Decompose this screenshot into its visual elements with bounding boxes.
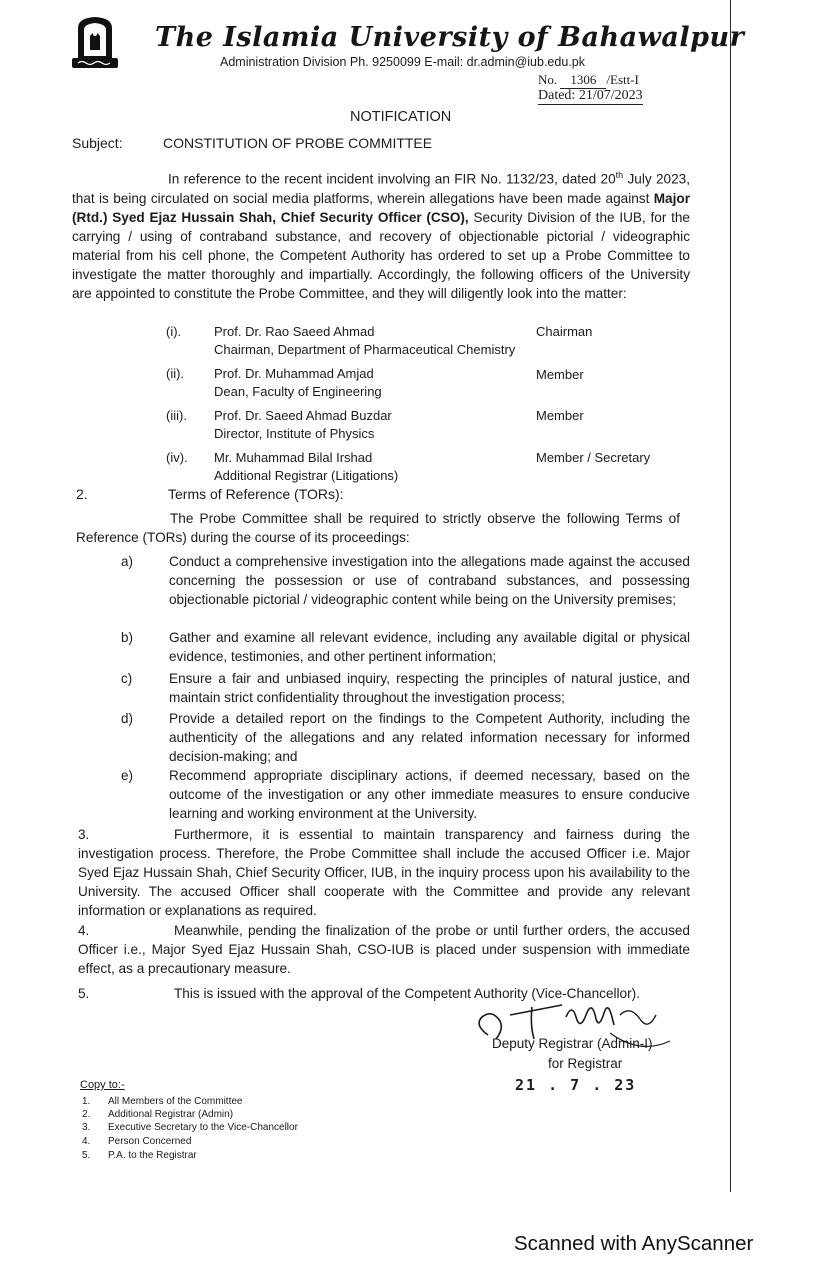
- committee-num: (i).: [166, 324, 182, 339]
- tor-label: b): [121, 630, 133, 645]
- signature-date: 21 . 7 . 23: [515, 1076, 637, 1094]
- university-crest-icon: [70, 14, 120, 70]
- para1-intro-cont: July 2023, that is being circulated on social media platforms, wherein allegations have been made against: [72, 171, 690, 206]
- committee-name: Prof. Dr. Rao Saeed Ahmad: [214, 324, 375, 339]
- tor-label: c): [121, 671, 133, 686]
- section-2-number: 2.: [76, 486, 88, 502]
- subject-text: CONSTITUTION OF PROBE COMMITTEE: [163, 135, 433, 151]
- copy-to-item: All Members of the Committee: [108, 1096, 243, 1107]
- para1-intro: In reference to the recent incident involving an FIR No. 1132/23, dated 20: [168, 171, 616, 187]
- copy-to-num: 2.: [82, 1109, 91, 1120]
- committee-name: Prof. Dr. Muhammad Amjad: [214, 366, 374, 381]
- tor-text: Conduct a comprehensive investigation into the allegations made against the accused concerning the possession or use of contraband substances, and possessing objectionable pictorial / videographic content while being on the University premises;: [169, 554, 690, 607]
- copy-to-num: 5.: [82, 1150, 91, 1161]
- reference-number: [538, 72, 639, 89]
- committee-num: (ii).: [166, 366, 185, 381]
- para1-accused-name: Major (Rtd.) Syed Ejaz Hussain Shah, Chief Security Officer (CSO),: [72, 190, 690, 225]
- committee-title: Director, Institute of Physics: [214, 426, 375, 441]
- copy-to-header: Copy to:-: [80, 1079, 125, 1091]
- para1-rest: Security Division of the IUB, for the carrying / using of contraband substance, and recovery of objectionable pictorial / videographic material from his cell phone, the Competent Authority has ordered to set up a Probe Committee to investigate the matter thoroughly and impartially. Accordingly, the following officers of the University are appointed to constitute the Probe Committee, and they will diligently look into the matter:: [72, 209, 690, 301]
- reference-number-label: No.: [538, 72, 558, 87]
- scan-edge-line: [730, 0, 731, 1192]
- paragraph-4: [78, 921, 690, 978]
- committee-title: Dean, Faculty of Engineering: [214, 384, 382, 399]
- university-name: The Islamia University of Bahawalpur: [155, 22, 745, 53]
- handwritten-signature: [470, 995, 690, 1065]
- copy-to-num: 4.: [82, 1136, 91, 1147]
- committee-name: Prof. Dr. Saeed Ahmad Buzdar: [214, 408, 392, 423]
- subject-label: Subject:: [72, 135, 123, 151]
- paragraph-5-number: 5.: [78, 986, 90, 1001]
- section-2-intro: The Probe Committee shall be required to strictly observe the following Terms of Reference (TORs) during the course of its proceedings:: [76, 511, 680, 545]
- signatory-title: Deputy Registrar (Admin-I): [492, 1036, 653, 1051]
- committee-num: (iii).: [166, 408, 187, 423]
- reference-number-suffix: /Estt-I: [606, 72, 639, 87]
- tor-label: a): [121, 554, 133, 569]
- paragraph-4-text: Meanwhile, pending the finalization of the probe or until further orders, the accused Officer i.e., Major Syed Ejaz Hussain Shah, CSO-IUB is placed under suspension with immediate effect, as a precautionary measure.: [78, 923, 690, 976]
- committee-title: Additional Registrar (Litigations): [214, 468, 399, 483]
- reference-number-value: 1306: [560, 72, 606, 89]
- committee-role: Member / Secretary: [536, 450, 651, 465]
- signatory-for-line: for Registrar: [548, 1056, 623, 1071]
- scanner-watermark: Scanned with AnyScanner: [514, 1232, 754, 1255]
- paragraph-1: [72, 166, 690, 303]
- tor-text: Recommend appropriate disciplinary actions, if deemed necessary, based on the outcome of the investigation or any other immediate measures to ensure conducive learning and working environment at the University.: [169, 768, 690, 821]
- tor-text: Ensure a fair and unbiased inquiry, respecting the principles of natural justice, and maintain strict confidentiality throughout the investigation process;: [169, 671, 690, 705]
- date-line: Dated: 21/07/2023: [538, 88, 643, 103]
- tor-text: Provide a detailed report on the findings to the Competent Authority, including the authenticity of the allegations and any related information necessary for informed decision-making; and: [169, 711, 690, 764]
- paragraph-3-text: Furthermore, it is essential to maintain transparency and fairness during the investigation process. Therefore, the Probe Committee shall include the accused Officer i.e. Major Syed Ejaz Hussain Shah, Chief Security Officer, IUB, in the inquiry process upon his availability to the University. The accused Officer shall cooperate with the Committee and provide any relevant information or explanations as required.: [78, 827, 690, 918]
- paragraph-3-number: 3.: [78, 827, 90, 842]
- committee-name: Mr. Muhammad Bilal Irshad: [214, 450, 373, 465]
- copy-to-item: P.A. to the Registrar: [108, 1150, 197, 1161]
- paragraph-3: [78, 825, 690, 920]
- copy-to-num: 3.: [82, 1122, 91, 1133]
- tor-label: e): [121, 768, 133, 783]
- copy-to-item: Executive Secretary to the Vice-Chancellor: [108, 1122, 298, 1133]
- copy-to-num: 1.: [82, 1096, 91, 1107]
- committee-num: (iv).: [166, 450, 188, 465]
- copy-to-item: Additional Registrar (Admin): [108, 1109, 234, 1120]
- copy-to-item: Person Concerned: [108, 1136, 192, 1147]
- admin-contact-line: Administration Division Ph. 9250099 E-mail: dr.admin@iub.edu.pk: [220, 55, 585, 69]
- committee-role: Member: [536, 408, 584, 423]
- committee-title: Chairman, Department of Pharmaceutical Chemistry: [214, 342, 516, 357]
- paragraph-4-number: 4.: [78, 923, 90, 938]
- tor-text: Gather and examine all relevant evidence, including any available digital or physical evidence, testimonies, and other pertinent information;: [169, 630, 690, 664]
- section-2-title: Terms of Reference (TORs):: [168, 486, 344, 502]
- tor-label: d): [121, 711, 133, 726]
- paragraph-5-text: This is issued with the approval of the Competent Authority (Vice-Chancellor).: [174, 986, 640, 1001]
- committee-role: Member: [536, 367, 584, 382]
- committee-role: Chairman: [536, 324, 593, 339]
- notification-title: NOTIFICATION: [350, 109, 452, 125]
- para1-superscript: th: [615, 170, 624, 180]
